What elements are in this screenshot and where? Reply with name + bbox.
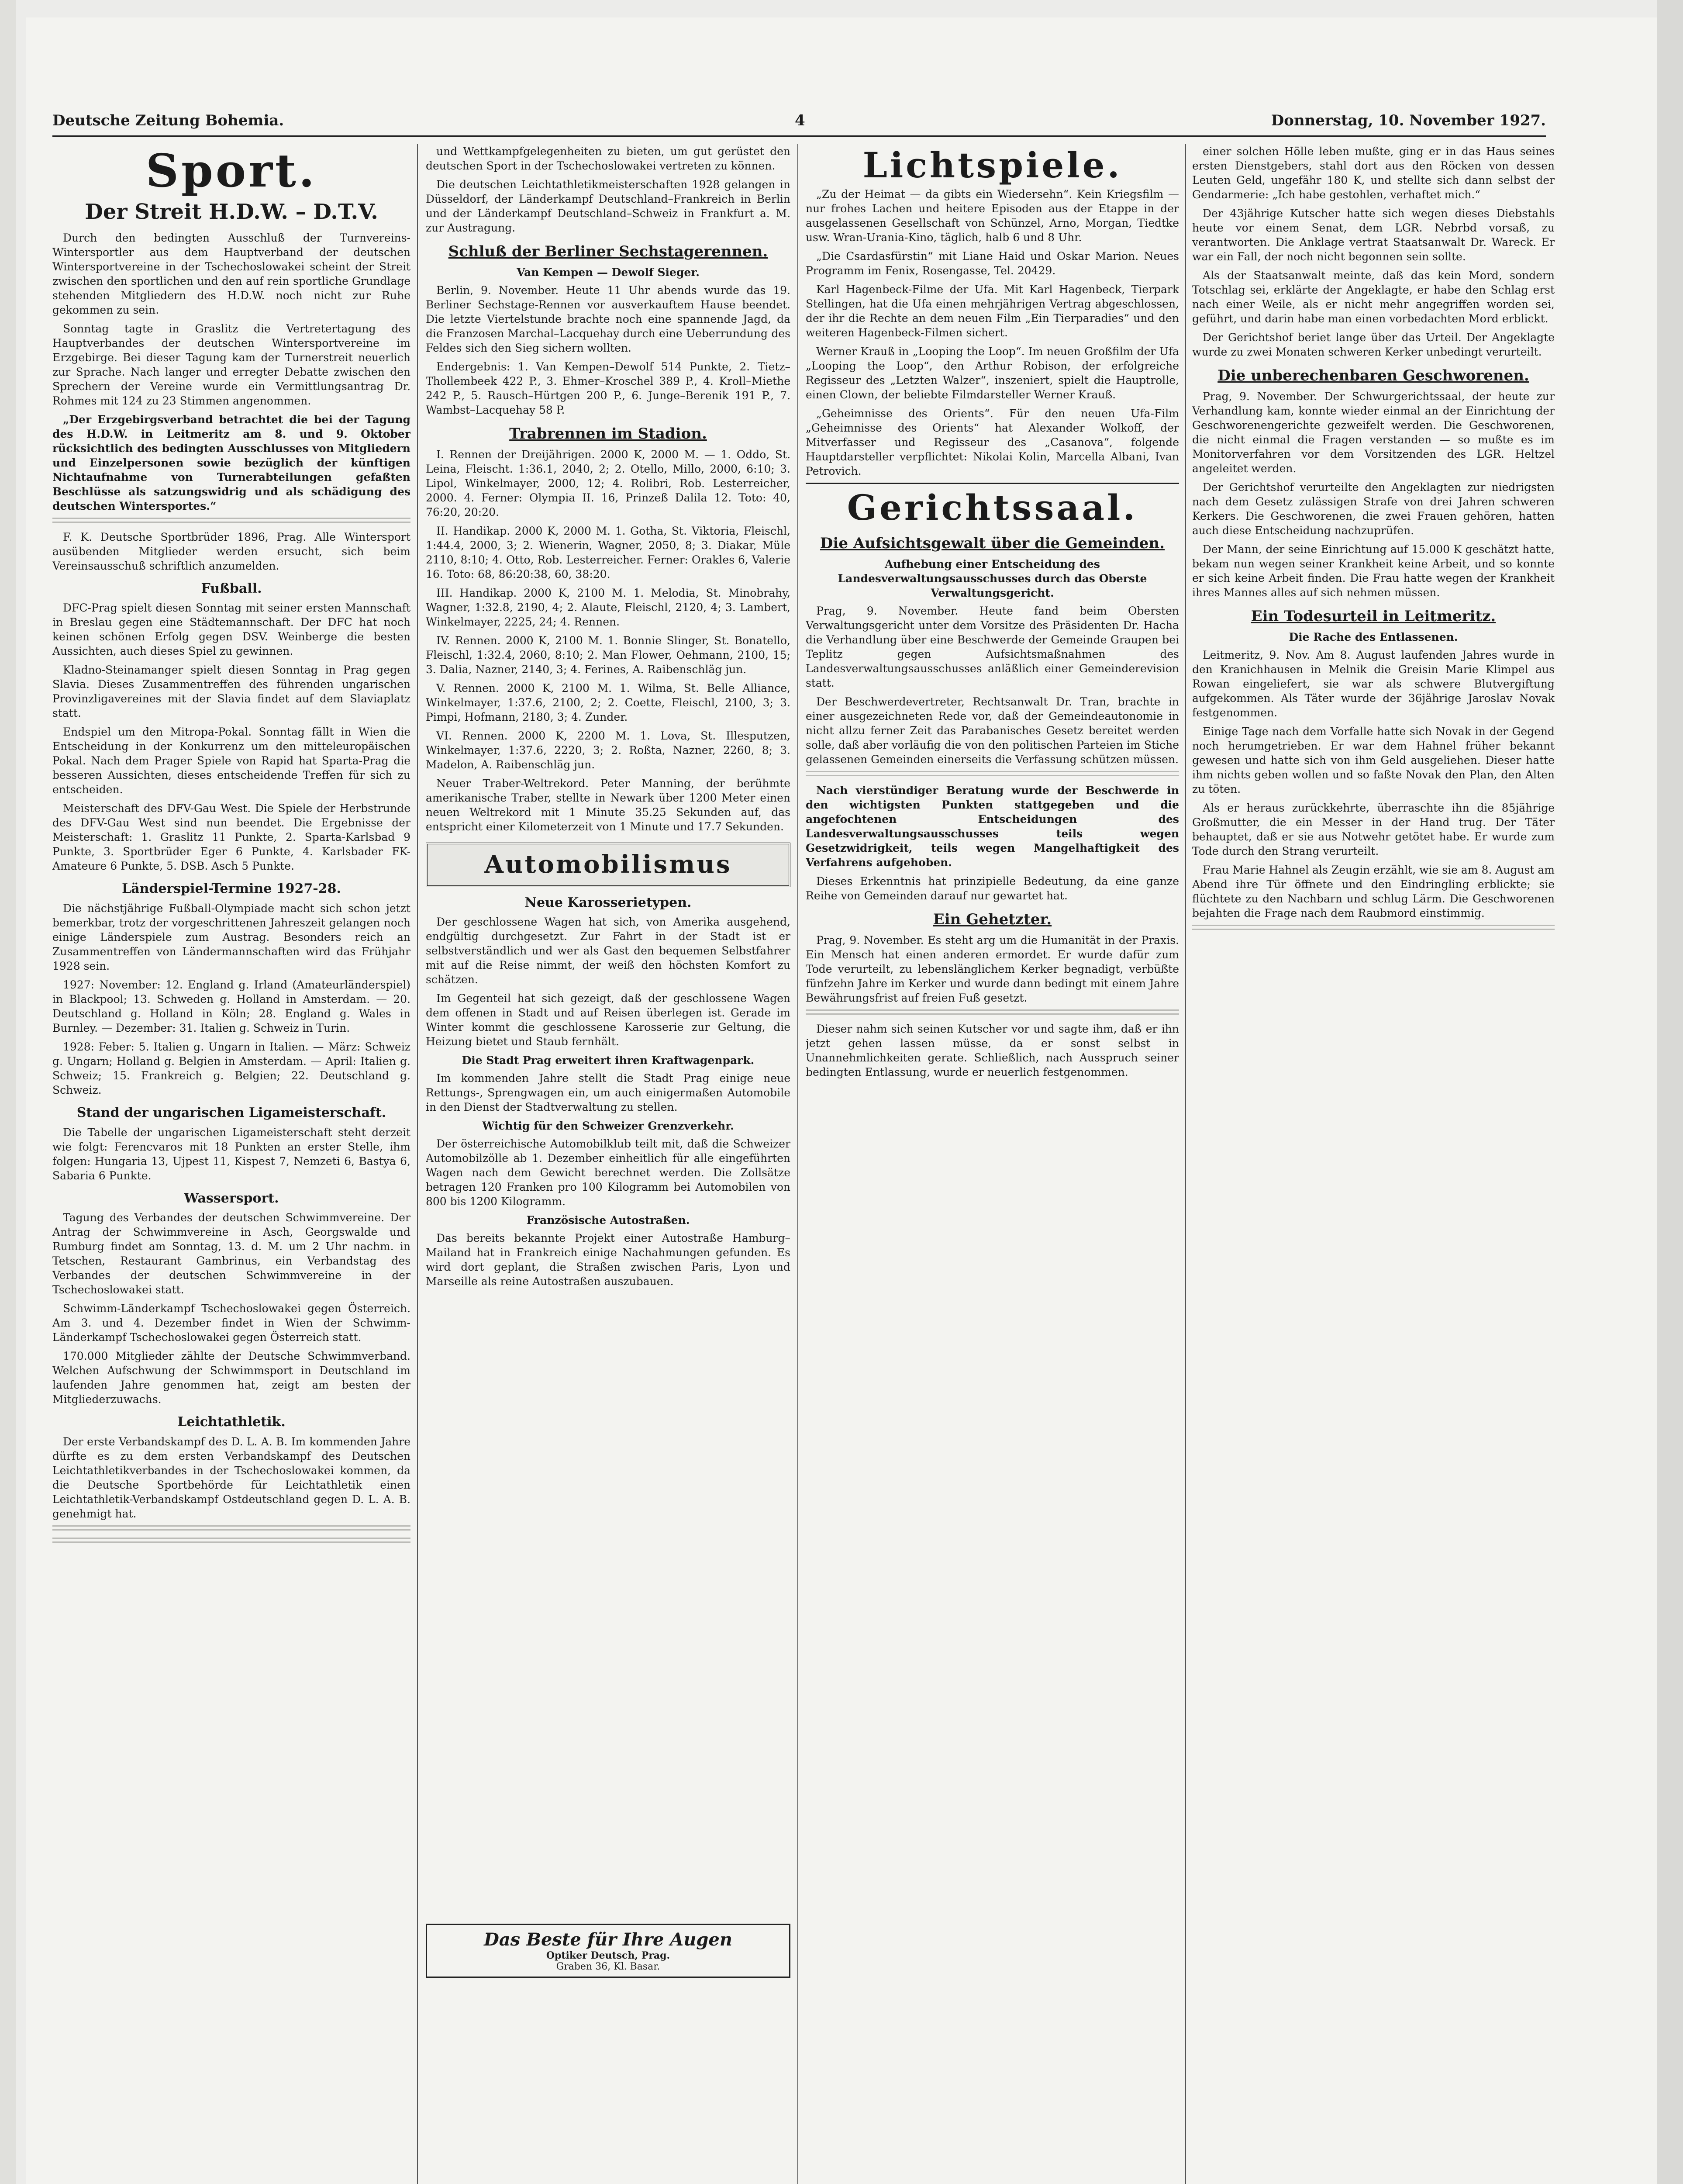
paragraph: Frau Marie Hahnel als Zeugin erzählt, wie sie am 8. August am Abend ihre Tür öffnete und den Eindringling erblickte; sie flüchtete zu den Nachbarn und schlug Lärm. Die Geschworenen bejahten die Frage nach dem Raubmord einstimmig. — [1192, 863, 1555, 919]
paragraph: „Zu der Heimat — da gibts ein Wiedersehn“. Kein Kriegsfilm — nur frohes Lachen und heitere Episoden aus der Etappe in der ausgelassenen Gesellschaft von Schünzel, Arno, Morgan, Tiedtke usw. Wran-Urania-Kino, täglich, halb 6 und 8 Uhr. — [806, 188, 1179, 244]
paragraph: Neuer Traber-Weltrekord. Peter Manning, der berühmte amerikanische Traber, stellte in Newark über 1200 Meter einen neuen Weltrekord mit 1 Minute 35.25 Sekunden auf, das entspricht einer Kilometerzeit von 1 Minute und 17.7 Sekunden. — [426, 777, 790, 833]
headline: Die Aufsichtsgewalt über die Gemeinden. — [820, 535, 1165, 552]
paragraph: Durch den bedingten Ausschluß der Turnvereins-Wintersportler aus dem Hauptverband der deutschen Wintersportvereine in der Tschechoslowakei scheint der Streit zwischen den sportlichen und den auf rein sportliche Grundlage stehenden Mitgliedern des H.D.W. noch nicht zur Ruhe gekommen zu sein. — [52, 231, 410, 316]
paragraph: Dieser nahm sich seinen Kutscher vor und sagte ihm, daß er ihn jetzt gehen lassen müsse, da er sonst selbst in Unannehmlichkeiten gerate. Schließlich, nach Ausspruch seiner bedingten Entlassung, wurde er neuerlich festgenommen. — [806, 1022, 1179, 1078]
subheading: Länderspiel-Termine 1927-28. — [122, 881, 341, 897]
headline: Trabrennen im Stadion. — [509, 425, 707, 442]
headline: Ein Todesurteil in Leitmeritz. — [1251, 607, 1496, 625]
paragraph: Prag, 9. November. Es steht arg um die Humanität in der Praxis. Ein Mensch hat einen anderen ermordet. Er wurde dafür zum Tode verurteilt, zu lebenslänglichem Kerker begnadigt, verbüßte fünfzehn Jahre im Kerker und wurde dann bedingt mit einem Jahre Bewährungsfrist auf freien Fuß gesetzt. — [806, 933, 1179, 1004]
column-sport — [52, 144, 410, 2184]
advertisement — [426, 1913, 790, 1988]
subheading: Leichtathletik. — [177, 1414, 286, 1430]
section-title-lichtspiele: Lichtspiele. — [862, 145, 1122, 186]
paragraph: Der Gerichtshof beriet lange über das Urteil. Der Angeklagte wurde zu zwei Monaten schweren Kerker unbedingt verurteilt. — [1192, 331, 1555, 358]
subheading: Van Kempen — Dewolf Sieger. — [517, 266, 700, 279]
subheading: Aufhebung einer Entscheidung des Landesverwaltungsausschusses durch das Oberste Verwaltungsgericht. — [838, 557, 1147, 599]
subheading: Stand der ungarischen Ligameisterschaft. — [76, 1105, 386, 1120]
paragraph: Die deutschen Leichtathletikmeisterschaften 1928 gelangen in Düsseldorf, der Länderkampf Deutschland–Frankreich in Berlin und der Länderkampf Deutschland–Schweiz in Frankfurt a. M. zur Austragung. — [426, 178, 790, 234]
paragraph: Der Gerichtshof verurteilte den Angeklagten zur niedrigsten nach dem Gesetz zulässigen Strafe von drei Jahren schweren Kerkers. Die Geschworenen, die zwei Frauen gehören, hatten auch diese Entscheidung nachzuprüfen. — [1192, 480, 1555, 537]
column-lichtspiele — [806, 144, 1179, 2184]
page-number: 4 — [795, 112, 805, 129]
paragraph: Als er heraus zurückkehrte, überraschte ihn die 85jährige Großmutter, die ein Messer in der Hand trug. Der Täter behauptet, daß er sie aus Notwehr getötet habe. Er wurde zum Tode durch den Strang verurteilt. — [1192, 801, 1555, 857]
paragraph: 1927: November: 12. England g. Irland (Amateurländerspiel) in Blackpool; 13. Schweden g. Holland in Amsterdam. — 20. Deutschland g. Holland in Köln; 28. England g. Wales in Burnley. — Dezember: 31. Italien g. Schweiz in Turin. — [52, 978, 410, 1034]
paragraph: Die nächstjährige Fußball-Olympiade macht sich schon jetzt bemerkbar, trotz der vorgeschrittenen Jahreszeit gelangen noch einige Länderspiele zum Austrag. Besonders reich an Zusammentreffen von Ländermannschaften wird das Frühjahr 1928 sein. — [52, 902, 410, 972]
column-rule — [1185, 144, 1186, 2184]
paragraph: Meisterschaft des DFV-Gau West. Die Spiele der Herbstrunde des DFV-Gau West sind nun beendet. Die Ergebnisse der Meisterschaft: 1. Graslitz 11 Punkte, 2. Sparta-Karlsbad 9 Punkte, 3. Sportbrüder Eger 6 Punkte, 4. Karlsbader FK-Amateure 6 Punkte, 5. DSB. Asch 5 Punkte. — [52, 802, 410, 873]
paragraph: 1928: Feber: 5. Italien g. Ungarn in Italien. — März: Schweiz g. Ungarn; Holland g. Belgien in Amsterdam. — April: Italien g. Schweiz; 15. Frankreich g. Belgien; 22. Deutschland g. Schweiz. — [52, 1040, 410, 1096]
column-gerichtssaal-continued — [1192, 144, 1555, 2184]
subheading: Französische Autostraßen. — [526, 1214, 690, 1227]
paragraph: III. Handikap. 2000 K, 2100 M. 1. Melodia, St. Minobrahy, Wagner, 1:32.8, 2190, 4; 2. Alaute, Fleischl, 2120, 4; 3. Lambert, Winkelmayer, 2225, 24; 4. Rennen. — [426, 586, 790, 628]
headline: Neue Karosserietypen. — [524, 895, 692, 910]
subheading: Fußball. — [201, 581, 262, 596]
subheading: Wichtig für den Schweizer Grenzverkehr. — [482, 1120, 734, 1133]
paragraph: Prag, 9. November. Heute fand beim Obersten Verwaltungsgericht unter dem Vorsitze des Präsidenten Dr. Hacha die Verhandlung über eine Beschwerde der Gemeinde Graupen bei Teplitz gegen Aufsichtsmaßnahmen des Landesverwaltungsausschusses anläßlich einer Gemeinderevision statt. — [806, 604, 1179, 689]
text-lines — [52, 1525, 410, 1533]
text-lines — [806, 771, 1179, 779]
headline: Schluß der Berliner Sechstagerennen. — [448, 243, 768, 260]
paragraph: Der Mann, der seine Einrichtung auf 15.000 K geschätzt hatte, bekam nun wegen seiner Krankheit keine Arbeit, und so konnte er sich keine Arbeit finden. Die Frau hatte wegen der Krankheit ihres Mannes alles auf sich nehmen müssen. — [1192, 543, 1555, 599]
paragraph: Endergebnis: 1. Van Kempen–Dewolf 514 Punkte, 2. Tietz–Thollembeek 422 P., 3. Ehmer–Kroschel 389 P., 4. Kroll–Miethe 242 P., 5. Rausch–Hürtgen 200 P., 6. Junge–Berenik 191 P., 7. Wambst–Lacquehay 58 P. — [426, 360, 790, 416]
paragraph: Karl Hagenbeck-Filme der Ufa. Mit Karl Hagenbeck, Tierpark Stellingen, hat die Ufa einen mehrjährigen Vertrag abgeschlossen, der ihr die Rechte an dem neuen Film „Ein Tierparadies“ und den weiteren Hagenbeck-Filmen sichert. — [806, 283, 1179, 339]
paragraph: Nach vierstündiger Beratung wurde der Beschwerde in den wichtigsten Punkten stattgegeben und die angefochtenen Entscheidungen des Landesverwaltungsausschusses teils wegen Gesetzwidrigkeit, teils wegen Mangelhaftigkeit des Verfahrens aufgehoben. — [806, 784, 1179, 869]
text-lines — [52, 1538, 410, 1545]
paragraph: Als der Staatsanwalt meinte, daß das kein Mord, sondern Totschlag sei, erklärte der Angeklagte, er habe den Schlag erst nach einer Weile, als er nicht mehr angegriffen worden sei, geführt, und darin habe man einen vorbedachten Mord erblickt. — [1192, 269, 1555, 325]
paragraph: Einige Tage nach dem Vorfalle hatte sich Novak in der Gegend noch herumgetrieben. Er war dem Hahnel früher bekannt gewesen und hatte sich von ihm Geld ausgeliehen. Dieser hatte ihm nichts geben wollen und so faßte Novak den Plan, den Alten zu töten. — [1192, 725, 1555, 795]
paragraph: DFC-Prag spielt diesen Sonntag mit seiner ersten Mannschaft in Breslau gegen eine Städtemannschaft. Der DFC hat noch keinen schönen Erfolg gegen DSV. Weinberge die besten Aussichten, auch dieses Spiel zu gewinnen. — [52, 601, 410, 658]
quote: „Der Erzgebirgsverband betrachtet die bei der Tagung des H.D.W. in Leitmeritz am 8. und 9. Oktober rücksichtlich des bedingten Ausschlusses von Mitgliedern und Einzelpersonen sowie bezüglich der künftigen Nichtaufnahme von Turnerabteilungen gefaßten Beschlüsse als satzungswidrig und als schädigung des deutschen Wintersportes.“ — [52, 413, 410, 512]
issue-date: Donnerstag, 10. November 1927. — [1271, 112, 1546, 129]
headline: Die unberechenbaren Geschworenen. — [1217, 367, 1529, 384]
text-lines — [806, 1009, 1179, 1017]
paragraph: Sonntag tagte in Graslitz die Vertretertagung des Hauptverbandes der deutschen Wintersportvereine im Erzgebirge. Bei dieser Tagung kam der Turnerstreit neuerlich zur Sprache. Nach langer und erregter Debatte zwischen den Sprechern der Vereine wurde ein Vermittlungsantrag Dr. Rohmes mit 124 zu 23 Stimmen angenommen. — [52, 322, 410, 407]
subheading: Die Rache des Entlassenen. — [1289, 630, 1458, 643]
page-edge-right — [1657, 0, 1683, 2184]
paragraph: V. Rennen. 2000 K, 2100 M. 1. Wilma, St. Belle Alliance, Winkelmayer, 1:37.6, 2100, 2; 2. Coette, Fleischl, 2100, 3; 3. Pimpi, Hofmann, 2180, 3; 4. Zunder. — [426, 681, 790, 723]
ad-address: Graben 36, Kl. Basar. — [556, 1961, 660, 1972]
subheading: Die Stadt Prag erweitert ihren Kraftwagenpark. — [462, 1054, 755, 1067]
paragraph: „Die Csardasfürstin“ mit Liane Haid und Oskar Marion. Neues Programm im Fenix, Rosengasse, Tel. 20429. — [806, 250, 1179, 277]
paragraph: Der erste Verbandskampf des D. L. A. B. Im kommenden Jahre dürfte es zu dem ersten Verbandskampf des Deutschen Leichtathletikverbandes in der Tschechoslowakei kommen, da die Deutsche Sportbehörde für Leichtathletik einen Leichtathletik-Verbandskampf Ostdeutschland gegen D. L. A. B. genehmigt hat. — [52, 1435, 410, 1520]
paragraph: Dieses Erkenntnis hat prinzipielle Bedeutung, da eine ganze Reihe von Gemeinden darauf nur gewartet hat. — [806, 874, 1179, 902]
paragraph: F. K. Deutsche Sportbrüder 1896, Prag. Alle Wintersport ausübenden Mitglieder werden ersucht, sich beim Vereinsausschuß schriftlich anzumelden. — [52, 530, 410, 572]
paragraph: Tagung des Verbandes der deutschen Schwimmvereine. Der Antrag der Schwimmvereine in Asch, Georgswalde und Rumburg findet am Sonntag, 13. d. M. um 2 Uhr nachm. in Tetschen, Restaurant Gambrinus, ein Verbandstag des Verbandes der deutschen Schwimmvereine in der Tschechoslowakei statt. — [52, 1211, 410, 1296]
paragraph: einer solchen Hölle leben mußte, ging er in das Haus seines ersten Dienstgebers, stahl dort aus den Röcken von dessen Leuten Geld, ungefähr 180 K, und stellte sich dann selbst der Gendarmerie: „Ich habe gestohlen, verhaftet mich.“ — [1192, 145, 1555, 201]
paragraph: Das bereits bekannte Projekt einer Autostraße Hamburg–Mailand hat in Frankreich einige Nachahmungen gefunden. Es wird dort geplant, die Straßen zwischen Paris, Lyon und Marseille als reine Autostraßen auszubauen. — [426, 1232, 790, 1288]
paragraph: Kladno-Steinamanger spielt diesen Sonntag in Prag gegen Slavia. Dieses Zusammentreffen des führenden ungarischen Provinzligavereines mit der Slavia findet auf dem Slaviaplatz statt. — [52, 663, 410, 720]
page-edge-left — [0, 0, 16, 2184]
paragraph: und Wettkampfgelegenheiten zu bieten, um gut gerüstet den deutschen Sport in der Tschechoslowakei vertreten zu können. — [426, 145, 790, 172]
paragraph: Werner Krauß in „Looping the Loop“. Im neuen Großfilm der Ufa „Looping the Loop“, den Arthur Robison, der erfolgreiche Regisseur des „Letzten Walzer“, inszeniert, spielt die Hauptrolle, einen Clown, der beliebte Filmdarsteller Werner Krauß. — [806, 345, 1179, 401]
paragraph: IV. Rennen. 2000 K, 2100 M. 1. Bonnie Slinger, St. Bonatello, Fleischl, 1:32.4, 2060, 8:10; 2. Man Flower, Oehmann, 2100, 15; 3. Dalia, Nazner, 2140, 3; 4. Ferines, A. Raibenschläg jun. — [426, 634, 790, 676]
paragraph: Endspiel um den Mitropa-Pokal. Sonntag fällt in Wien die Entscheidung in der Konkurrenz um den mitteleuropäischen Pokal. Nach dem Prager Spiele von Rapid hat Sparta-Prag die besseren Aussichten, dieses entscheidende Treffen für sich zu entscheiden. — [52, 726, 410, 796]
optician-ad — [426, 1924, 790, 1978]
column-rule — [797, 144, 798, 2184]
headline: Der Streit H.D.W. – D.T.V. — [85, 200, 378, 225]
section-title-automobilismus: Automobilismus — [426, 843, 790, 887]
paragraph: Prag, 9. November. Der Schwurgerichtssaal, der heute zur Verhandlung kam, konnte wieder einmal an der Einrichtung der Geschworenengerichte gezweifelt werden. Die Geschworenen, die nicht einmal die Fragen verstanden — so mußte es im Monitorverfahren vor dem Vorsitzenden des LGR. Heltzel angeleitet werden. — [1192, 390, 1555, 475]
paragraph: Berlin, 9. November. Heute 11 Uhr abends wurde das 19. Berliner Sechstage-Rennen vor ausverkauftem Hause beendet. Die letzte Viertelstunde brachte noch eine spannende Jagd, da die Franzosen Marchal–Lacquehay durch eine Ueberrundung des Feldes sich den Sieg sichern wollten. — [426, 283, 790, 354]
column-sport-continued — [426, 144, 790, 2184]
paragraph: II. Handikap. 2000 K, 2000 M. 1. Gotha, St. Viktoria, Fleischl, 1:44.4, 2000, 3; 2. Wienerin, Wagner, 2050, 8; 3. Diakar, Müle 2110, 8:10; 4. Otto, Rob. Lesterreicher. Ferner: Orakles 6, Valerie 16. Toto: 68, 86:20:38, 60, 38:20. — [426, 524, 790, 581]
paragraph: VI. Rennen. 2000 K, 2200 M. 1. Lova, St. Illesputzen, Winkelmayer, 1:37.6, 2220, 3; 2. Roßta, Nazner, 2260, 8; 3. Madelon, A. Raibenschläg jun. — [426, 729, 790, 771]
headline: Ein Gehetzter. — [933, 910, 1052, 928]
paragraph: Der österreichische Automobilklub teilt mit, daß die Schweizer Automobilzölle ab 1. Dezember einheitlich für alle eingeführten Wagen nach dem Gewicht berechnet werden. Die Zollsätze betragen 120 Franken pro 100 Kilogramm bei Automobilen von 800 bis 1200 Kilogramm. — [426, 1137, 790, 1208]
newspaper-name: Deutsche Zeitung Bohemia. — [52, 112, 284, 129]
paragraph: Der geschlossene Wagen hat sich, von Amerika ausgehend, endgültig durchgesetzt. Zur Fahrt in der Stadt ist er selbstverständlich und wer als Gast den bequemen Selbstfahrer mit auf die Reise nimmt, der weiß den höchsten Komfort zu schätzen. — [426, 916, 790, 986]
paragraph: I. Rennen der Dreijährigen. 2000 K, 2000 M. — 1. Oddo, St. Leina, Fleischt. 1:36.1, 2040, 2; 2. Otello, Millo, 2000, 6:10; 3. Lipol, Winkelmayer, 2000, 12; 4. Rolibri, Rob. Lesterreicher, 2000. 4. Ferner: Olympia II. 16, Prinzeß Dalila 12. Toto: 40, 76:20, 20:20. — [426, 448, 790, 518]
paragraph: Der Beschwerdevertreter, Rechtsanwalt Dr. Tran, brachte in einer ausgezeichneten Rede vor, daß der Gemeindeautonomie in nicht allzu ferner Zeit das Parabanisches Gesetz bereitet werden solle, daß aber vorläufig die von den politischen Parteien im Stiche gelassenen Gemeinden einerseits die Verfassung schützen müssen. — [806, 695, 1179, 766]
text-lines — [52, 518, 410, 525]
text-lines — [1192, 925, 1555, 933]
paragraph: Im Gegenteil hat sich gezeigt, daß der geschlossene Wagen dem offenen in Stadt und auf Reisen überlegen ist. Gerade im Winter kommt die geschlossene Karosserie zur Geltung, die Heizung bietet und Staub fernhält. — [426, 992, 790, 1048]
column-rule — [417, 144, 418, 2184]
paragraph: 170.000 Mitglieder zählte der Deutsche Schwimmverband. Welchen Aufschwung der Schwimmsport in Deutschland im laufenden Jahre genommen hat, zeigt am besten der Mitgliederzuwachs. — [52, 1350, 410, 1406]
ad-firm: Optiker Deutsch, Prag. — [546, 1950, 670, 1961]
subheading: Wassersport. — [184, 1190, 279, 1206]
paragraph: Die Tabelle der ungarischen Ligameisterschaft steht derzeit wie folgt: Ferencvaros mit 18 Punkten an erster Stelle, ihm folgen: Hungaria 13, Ujpest 11, Kispest 7, Nemzeti 6, Bastya 6, Sabaria 6 Punkte. — [52, 1126, 410, 1182]
paragraph: Schwimm-Länderkampf Tschechoslowakei gegen Österreich. Am 3. und 4. Dezember findet in Wien der Schwimm-Länderkampf Tschechoslowakei gegen Österreich statt. — [52, 1302, 410, 1344]
paragraph: Im kommenden Jahre stellt die Stadt Prag einige neue Rettungs-, Sprengwagen ein, um auch einigermaßen Automobile in den Dienst der Stadtverwaltung zu stellen. — [426, 1072, 790, 1114]
ad-slogan: Das Beste für Ihre Augen — [484, 1929, 732, 1950]
paragraph: Leitmeritz, 9. Nov. Am 8. August laufenden Jahres wurde in den Kranichhausen in Melnik die Greisin Marie Klimpel aus Rowan eingeliefert, sie war als schwere Blutvergiftung aufgekommen. Als Täter wurde der 36jährige Jaroslav Novak festgenommen. — [1192, 648, 1555, 719]
page-header — [52, 109, 1546, 137]
section-title-sport: Sport. — [145, 144, 317, 197]
paragraph: Der 43jährige Kutscher hatte sich wegen dieses Diebstahls heute vor einem Senat, dem LGR. Nebrbd vorsaß, zu verantworten. Die Anklage vertrat Staatsanwalt Dr. Wareck. Er war ein Fall, der noch nicht begonnen sein sollte. — [1192, 207, 1555, 263]
paragraph: „Geheimnisse des Orients“. Für den neuen Ufa-Film „Geheimnisse des Orients“ hat Alexander Wolkoff, der Mitverfasser und Regisseur des „Casanova“, folgende Hauptdarsteller verpflichtet: Nikolai Kolin, Marcella Albani, Ivan Petrovich. — [806, 407, 1179, 477]
section-title-gerichtssaal: Gerichtssaal. — [806, 483, 1179, 527]
